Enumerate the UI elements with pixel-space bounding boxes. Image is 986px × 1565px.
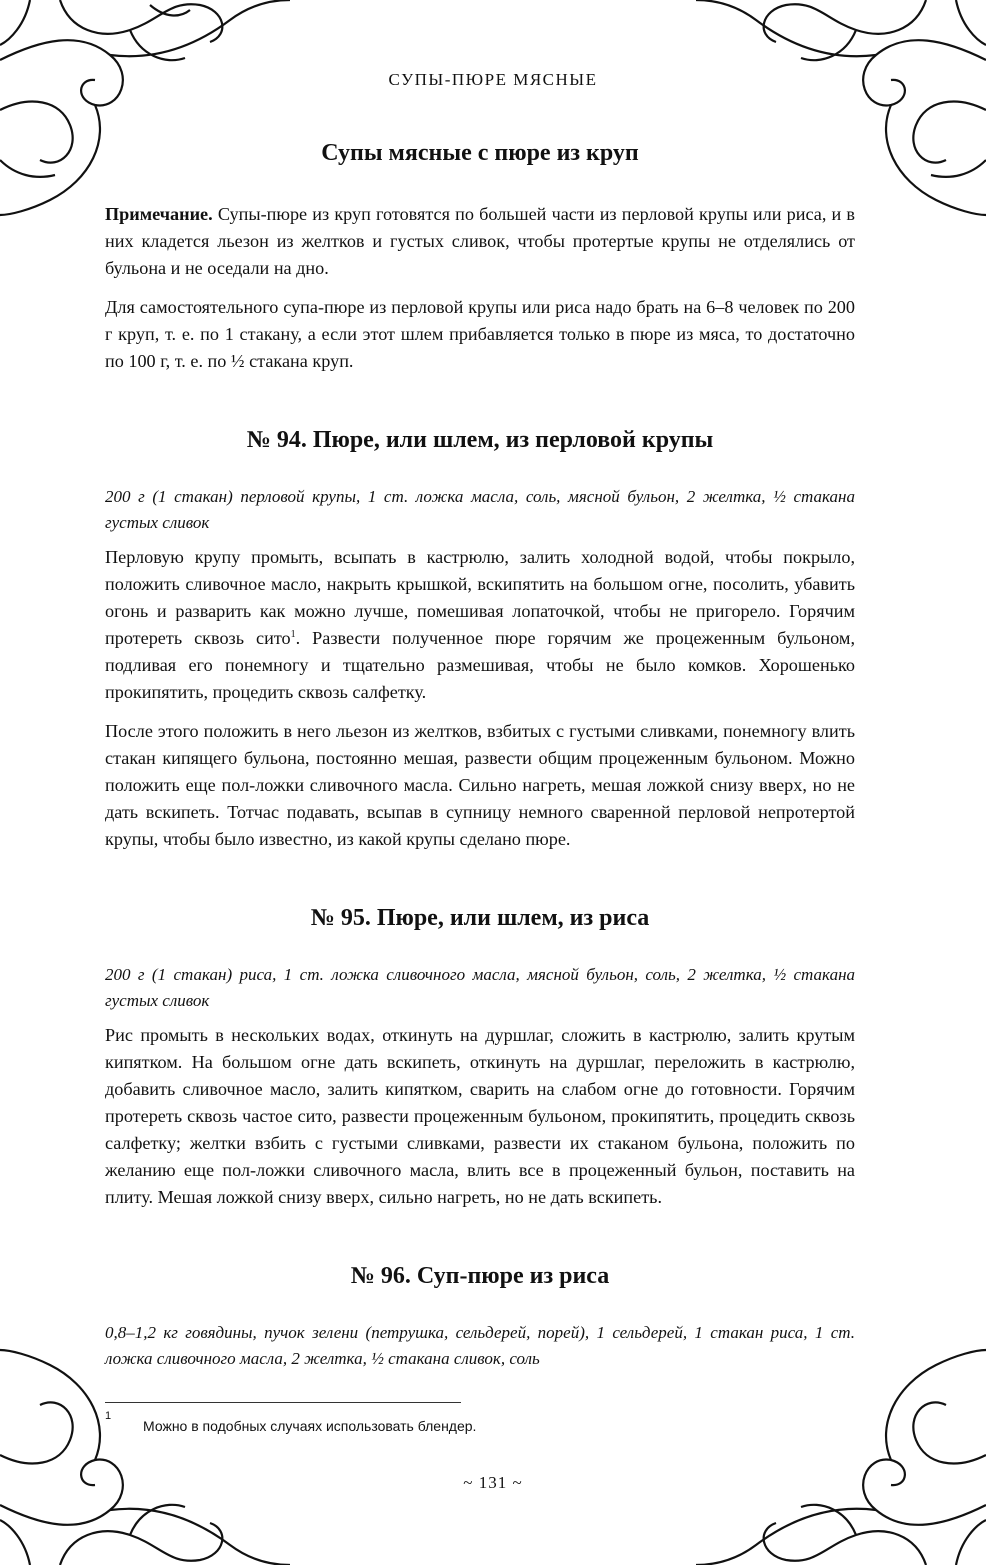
- recipe-94-paragraph-1: [105, 544, 855, 706]
- recipe-94-text-before-note: Перловую крупу промыть, всыпать в кастрюлю, залить холодной водой, чтобы покрыло, положить сливочное масло, накрыть крышкой, вскипятить на большом огне, посолить, убавить огонь и разварить как можно лучше, помешивая лопаточкой, чтобы не пригорело. Горячим протереть сквозь сито: [105, 547, 855, 648]
- footnote-reference[interactable]: 1: [290, 628, 296, 640]
- recipe-95-title: № 95. Пюре, или шлем, из риса: [310, 905, 650, 931]
- recipe-96-title: № 96. Суп-пюре из риса: [350, 1263, 610, 1289]
- footnote-divider: [105, 1402, 461, 1403]
- recipe-95-ingredients: 200 г (1 стакан) риса, 1 ст. ложка сливочного масла, мясной бульон, соль, 2 желтка, ½ стакана густых сливок: [105, 965, 855, 1010]
- recipe-95-paragraph-1: Рис промыть в нескольких водах, откинуть на дуршлаг, сложить в кастрюлю, залить крутым кипятком. На большом огне дать вскипеть, откинуть на дуршлаг, переложить в кастрюлю, добавить сливочное масло, залить кипятком, сварить на слабом огне до готовности. Горячим протереть сквозь частое сито, развести процеженным бульоном, прокипятить, процедить сквозь салфетку; желтки взбить с густыми сливками, развести их стаканом бульона, положить по желанию еще пол-ложки сливочного масла, влить все в процеженный бульон, поставить на плиту. Мешая ложкой снизу вверх, сильно нагреть, но не дать вскипеть.: [105, 1025, 855, 1207]
- section-title: Супы мясные с пюре из круп: [321, 140, 639, 166]
- recipe-94-title: № 94. Пюре, или шлем, из перловой крупы: [246, 427, 714, 453]
- recipe-96-ingredients: 0,8–1,2 кг говядины, пучок зелени (петрушка, сельдерей, порей), 1 сельдерей, 1 стакан риса, 1 ст. ложка сливочного масла, 2 желтка, ½ стакана сливок, соль: [105, 1323, 855, 1368]
- note-text: Супы-пюре из круп готовятся по большей части из перловой крупы или риса, и в них кладется льезон из желтков и густых сливок, чтобы протертые крупы не отделялись от бульона и не оседали на дно.: [105, 204, 855, 278]
- recipe-94-text-after-note: . Развести полученное пюре горячим же процеженным бульоном, подливая его понемногу и тщательно размешивая, чтобы не было комков. Хорошенько прокипятить, процедить сквозь салфетку.: [105, 628, 855, 702]
- recipe-94-paragraph-2: После этого положить в него льезон из желтков, взбитых с густыми сливками, понемногу влить стакан кипящего бульона, постоянно мешая, развести общим процеженным бульоном. Можно положить еще пол-ложки сливочного масла. Сильно нагреть, мешая ложкой снизу вверх, но не дать вскипеть. Тотчас подавать, всыпав в супницу немного сваренной перловой непротертой крупы, чтобы было известно, из какой крупы сделано пюре.: [105, 721, 855, 849]
- running-head: СУПЫ-ПЮРЕ МЯСНЫЕ: [388, 70, 598, 89]
- recipe-94-ingredients: 200 г (1 стакан) перловой крупы, 1 ст. ложка масла, соль, мясной бульон, 2 желтка, ½ стакана густых сливок: [105, 487, 855, 532]
- footnote-text: Можно в подобных случаях использовать блендер.: [143, 1418, 477, 1434]
- page-number: ~ 131 ~: [463, 1473, 523, 1492]
- intro-paragraph: Для самостоятельного супа-пюре из перловой крупы или риса надо брать на 6–8 человек по 200 г круп, т. е. по 1 стакану, а если этот шлем прибавляется только в пюре из мяса, то достаточно по 100 г, т. е. по ½ стакана круп.: [105, 297, 855, 371]
- footnote-number: 1: [105, 1410, 112, 1422]
- page-content: [105, 140, 855, 1380]
- note-label: Примечание.: [105, 204, 213, 224]
- note-paragraph: [105, 201, 855, 282]
